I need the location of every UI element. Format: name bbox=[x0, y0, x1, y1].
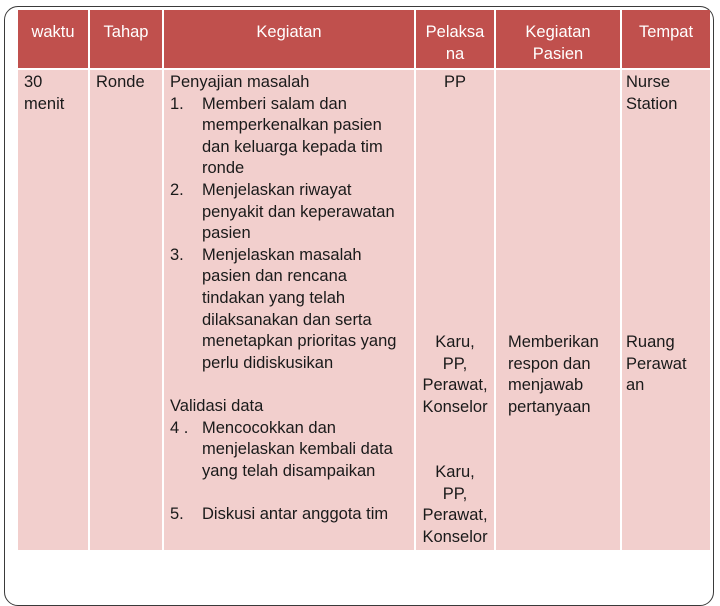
kegiatan-section-validasi: Validasi data bbox=[170, 396, 264, 415]
list-item-text: Diskusi antar anggota tim bbox=[202, 504, 389, 523]
header-kegiatan-pasien: Kegiatan Pasien bbox=[496, 10, 620, 68]
pelaksana-group-1: Karu, PP, Perawat, Konselor bbox=[422, 333, 488, 416]
list-item-text: Menjelaskan masalah pasien dan rencana tindakan yang telah dilaksanakan dan serta menetapkan prioritas yang perlu didiskusikan bbox=[202, 245, 397, 372]
list-item-text: Mencocokkan dan menjelaskan kembali data yang telah disampaikan bbox=[202, 418, 393, 480]
cell-kegiatan bbox=[164, 70, 414, 550]
list-item bbox=[170, 245, 406, 375]
list-item bbox=[170, 94, 406, 180]
tempat-nurse-station: Nurse Station bbox=[626, 73, 678, 113]
list-item-text: Menjelaskan riwayat penyakit dan keperawatan pasien bbox=[202, 180, 395, 243]
kegiatan-pasien-text: Memberikan respon dan menjawab pertanyaan bbox=[508, 333, 599, 416]
header-pelaksana: Pelaksa na bbox=[416, 10, 494, 68]
header-tempat: Tempat bbox=[622, 10, 710, 68]
list-item bbox=[170, 504, 406, 526]
cell-waktu: 30 menit bbox=[18, 70, 88, 550]
tempat-ruang-perawatan: Ruang Perawat an bbox=[626, 333, 687, 395]
list-item-number: 1. bbox=[170, 94, 184, 113]
cell-tahap: Ronde bbox=[90, 70, 162, 550]
list-item bbox=[170, 180, 406, 245]
cell-kegiatan-pasien bbox=[496, 70, 620, 550]
header-waktu: waktu bbox=[18, 10, 88, 68]
header-tahap: Tahap bbox=[90, 10, 162, 68]
cell-pelaksana bbox=[416, 70, 494, 550]
pelaksana-group-2: Karu, PP, Perawat, Konselor bbox=[422, 463, 488, 546]
kegiatan-intro: Penyajian masalah bbox=[170, 73, 310, 91]
ronde-schedule-table bbox=[18, 10, 710, 550]
list-item-number: 4 . bbox=[170, 418, 189, 437]
list-item-number: 2. bbox=[170, 180, 184, 199]
pelaksana-pp: PP bbox=[443, 73, 466, 91]
header-kegiatan: Kegiatan bbox=[164, 10, 414, 68]
list-item-number: 3. bbox=[170, 245, 184, 264]
cell-tempat bbox=[622, 70, 710, 550]
list-item bbox=[170, 418, 406, 483]
list-item-number: 5. bbox=[170, 504, 184, 523]
list-item-text: Memberi salam dan memperkenalkan pasien dan keluarga kepada tim ronde bbox=[202, 94, 383, 178]
